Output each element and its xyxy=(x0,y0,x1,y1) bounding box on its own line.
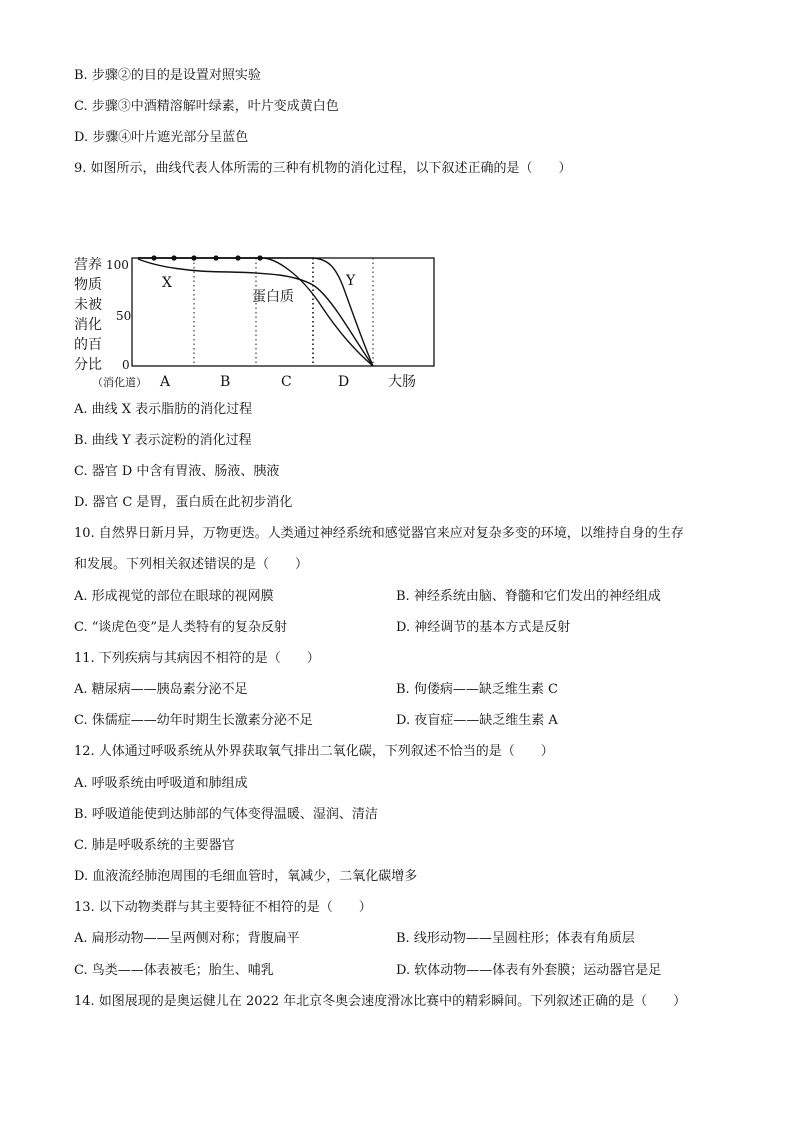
q10-option-b: B. 神经系统由脑、脊髓和它们发出的神经组成 xyxy=(396,589,661,604)
q12-option-b: B. 呼吸道能使到达肺部的气体变得温暖、湿润、清洁 xyxy=(74,807,378,822)
x-label-a: A xyxy=(160,374,171,390)
y-tick-100: 100 xyxy=(106,258,129,272)
y-tick-0: 0 xyxy=(122,358,130,372)
x-label-c: C xyxy=(281,374,292,390)
q12-option-c: C. 肺是呼吸系统的主要器官 xyxy=(74,838,235,853)
y-label-5: 的百 xyxy=(74,337,102,353)
x-label-d: D xyxy=(338,374,350,390)
q9-option-b: B. 曲线 Y 表示淀粉的消化过程 xyxy=(74,433,252,448)
q10-option-c: C. “谈虎色变”是人类特有的复杂反射 xyxy=(74,620,288,635)
q13-option-a: A. 扁形动物——呈两侧对称；背腹扁平 xyxy=(74,931,300,946)
series-label-y: Y xyxy=(346,273,356,289)
y-label-6: 分比 xyxy=(74,357,102,373)
q13-option-d: D. 软体动物——体表有外套膜；运动器官是足 xyxy=(396,963,662,978)
x-label-b: B xyxy=(220,374,231,390)
q12-option-a: A. 呼吸系统由呼吸道和肺组成 xyxy=(74,776,248,791)
q13-stem: 13. 以下动物类群与其主要特征不相符的是（ ） xyxy=(74,900,372,915)
y-label-1: 营养 xyxy=(74,257,102,273)
y-label-2: 物质 xyxy=(74,277,102,293)
y-label-3: 未被 xyxy=(74,297,102,313)
q8-option-b: B. 步骤②的目的是设置对照实验 xyxy=(74,68,261,83)
q8-option-d: D. 步骤④叶片遮光部分呈蓝色 xyxy=(74,130,249,145)
q11-option-a: A. 糖尿病——胰岛素分泌不足 xyxy=(74,682,248,697)
y-tick-50: 50 xyxy=(116,309,132,323)
plot-frame xyxy=(132,258,434,366)
q10-option-d: D. 神经调节的基本方式是反射 xyxy=(396,620,571,635)
q9-option-a: A. 曲线 X 表示脂肪的消化过程 xyxy=(74,402,253,417)
q9-option-c: C. 器官 D 中含有胃液、肠液、胰液 xyxy=(74,464,280,479)
q11-option-b: B. 佝偻病——缺乏维生素 C xyxy=(396,682,558,697)
x-label-large-intestine: 大肠 xyxy=(388,374,416,390)
q9-option-d: D. 器官 C 是胃，蛋白质在此初步消化 xyxy=(74,495,293,510)
q12-option-d: D. 血液流经肺泡周围的毛细血管时，氧减少，二氧化碳增多 xyxy=(74,869,418,884)
series-label-x: X xyxy=(162,275,172,291)
y-label-4: 消化 xyxy=(74,317,102,333)
q8-option-c: C. 步骤③中酒精溶解叶绿素，叶片变成黄白色 xyxy=(74,99,339,114)
q10-stem-line2: 和发展。下列相关叙述错误的是（ ） xyxy=(74,557,309,572)
digestion-chart xyxy=(70,245,450,395)
q12-stem: 12. 人体通过呼吸系统从外界获取氧气排出二氧化碳，下列叙述不恰当的是（ ） xyxy=(74,744,554,759)
y-axis-label xyxy=(74,256,102,373)
q11-option-c: C. 侏儒症——幼年时期生长激素分泌不足 xyxy=(74,713,313,728)
q14-stem: 14. 如图展现的是奥运健儿在 2022 年北京冬奥会速度滑冰比赛中的精彩瞬间。下列叙述正确的是（ ） xyxy=(74,994,687,1009)
q11-stem: 11. 下列疾病与其病因不相符的是（ ） xyxy=(74,651,320,666)
q13-option-b: B. 线形动物——呈圆柱形；体表有角质层 xyxy=(396,931,635,946)
q13-option-c: C. 鸟类——体表被毛；胎生、哺乳 xyxy=(74,963,274,978)
q9-stem: 9. 如图所示，曲线代表人体所需的三种有机物的消化过程，以下叙述正确的是（ ） xyxy=(74,161,572,176)
q10-option-a: A. 形成视觉的部位在眼球的视网膜 xyxy=(74,589,274,604)
series-label-protein: 蛋白质 xyxy=(252,289,294,305)
q11-option-d: D. 夜盲症——缺乏维生素 A xyxy=(396,713,558,728)
x-axis-prefix: （消化道） xyxy=(92,376,147,389)
q10-stem-line1: 10. 自然界日新月异，万物更迭。人类通过神经系统和感觉器官来应对复杂多变的环境，以维持自身的生存 xyxy=(74,526,684,541)
